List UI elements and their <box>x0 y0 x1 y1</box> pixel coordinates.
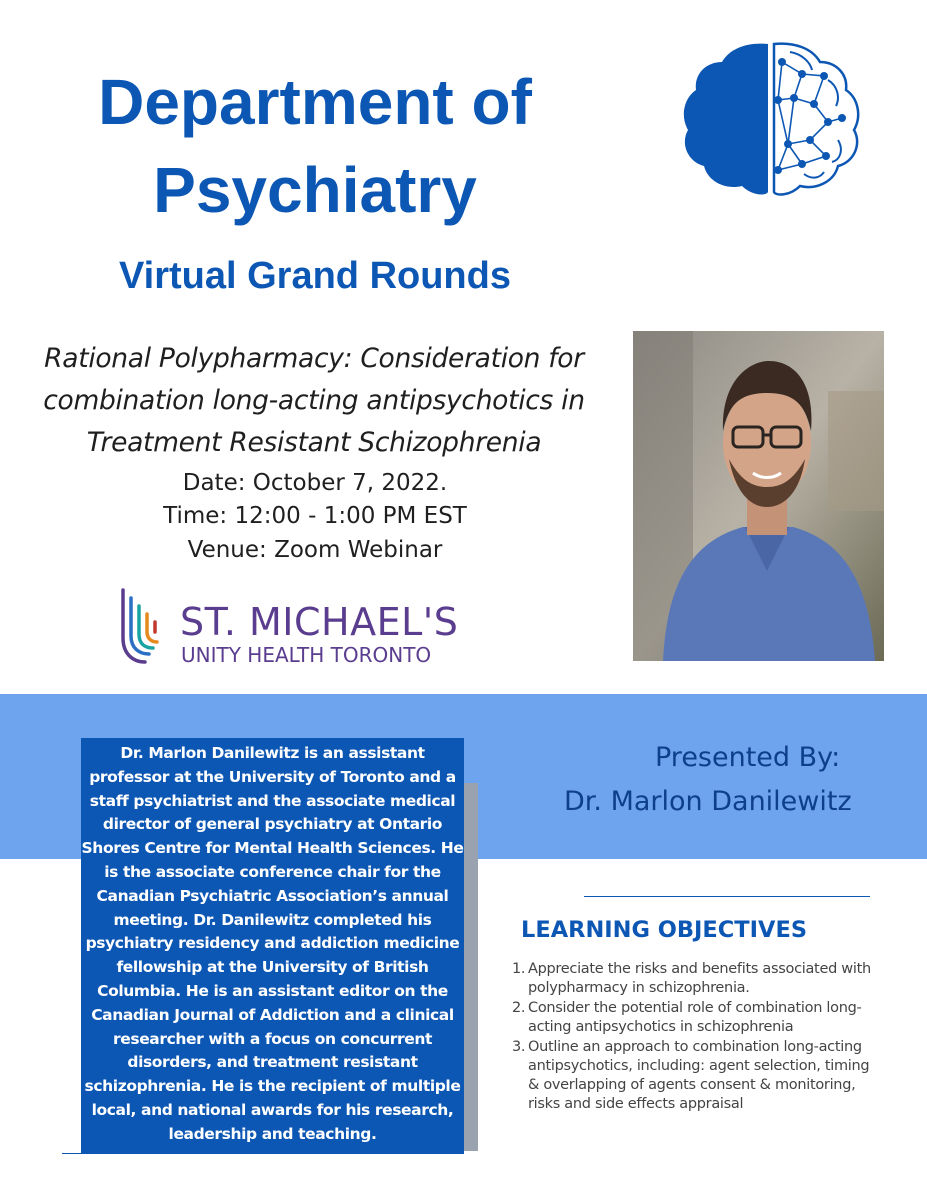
objectives-heading: LEARNING OBJECTIVES <box>521 917 808 943</box>
presenter-photo <box>633 331 884 661</box>
page-title-line-2: Psychiatry <box>153 154 477 226</box>
list-item-text: Appreciate the risks and benefits associated with polypharmacy in schizophrenia. <box>528 961 871 996</box>
presenter-bio: Dr. Marlon Danilewitz is an assistant professor at the University of Toronto and a staff psychiatrist and the associate medical director of general psychiatry at Ontario Shores Centre for Mental Health Sciences. He is the associate conference chair for the Canadian Psychiatric Association’s annual meeting. Dr. Danilewitz completed his psychiatry residency and addiction medicine fellowship at the University of British Columbia. He is an assistant editor on the Canadian Journal of Addiction and a clinical researcher with a focus on concurrent disorders, and treatment resistant schizophrenia. He is the recipient of multiple local, and national awards for his research, leadership and teaching. <box>81 744 464 1143</box>
hospital-subname: UNITY HEALTH TORONTO <box>181 643 432 667</box>
event-date: Date: October 7, 2022. <box>182 470 448 496</box>
event-venue: Venue: Zoom Webinar <box>187 537 443 563</box>
divider <box>584 896 870 897</box>
page-subtitle: Virtual Grand Rounds <box>118 255 511 297</box>
list-item-number: 1. <box>512 961 526 977</box>
list-item <box>512 1038 882 1114</box>
list-item-text: Outline an approach to combination long-acting antipsychotics, including: agent selection, timing & overlapping of agents consent & monitoring, risks and side effects appraisal <box>528 1039 870 1112</box>
hospital-name: ST. MICHAEL'S <box>180 600 459 644</box>
list-item-number: 2. <box>512 1000 526 1016</box>
presenter-name: Dr. Marlon Danilewitz <box>564 786 852 817</box>
presented-by-label: Presented By: <box>655 742 841 773</box>
list-item-text: Consider the potential role of combination long-acting antipsychotics in schizophrenia <box>528 1000 862 1035</box>
list-item-number: 3. <box>512 1039 526 1055</box>
page-title-line-1: Department of <box>98 66 532 138</box>
divider <box>62 1153 362 1154</box>
list-item <box>512 999 882 1037</box>
event-time: Time: 12:00 - 1:00 PM EST <box>163 503 467 529</box>
talk-title: Rational Polypharmacy: Consideration for combination long-acting antipsychotics in Treatment Resistant Schizophrenia <box>43 343 585 458</box>
objectives-list <box>512 960 882 1115</box>
list-item <box>512 960 882 998</box>
brain-network-icon <box>678 40 864 200</box>
